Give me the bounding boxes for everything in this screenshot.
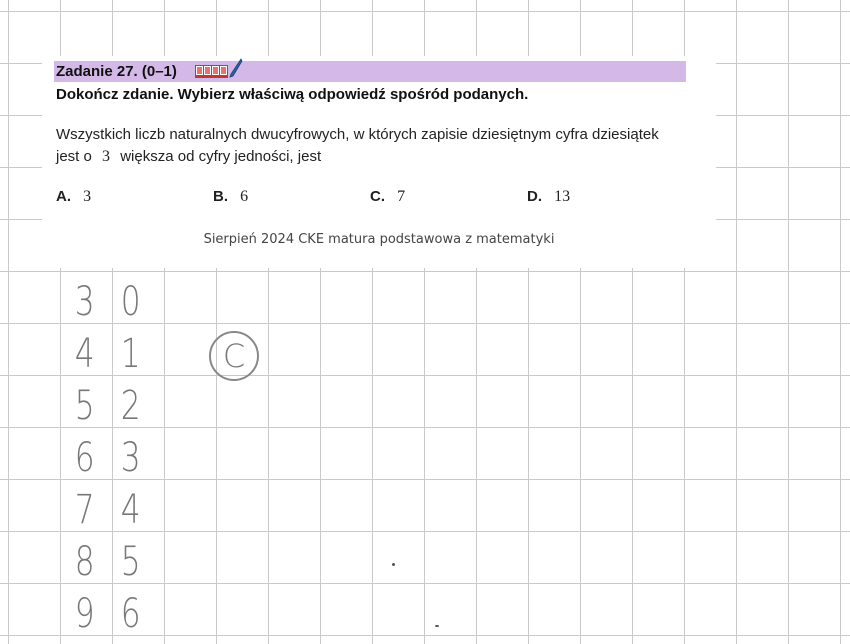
question-number: 3 — [102, 148, 111, 165]
handwritten-tens-digit: 7 — [74, 487, 95, 533]
answer-value: 7 — [397, 188, 406, 205]
answer-option-c[interactable] — [370, 188, 405, 206]
pen-mark-dot — [392, 563, 395, 566]
handwritten-tens-digit: 9 — [74, 591, 95, 637]
answer-value: 3 — [83, 188, 92, 205]
handwritten-tens-digit: 3 — [74, 279, 95, 325]
handwritten-tens-digit: 4 — [74, 331, 95, 377]
answer-letter: D. — [527, 188, 542, 205]
answer-letter: B. — [213, 188, 228, 205]
question-line-1: Wszystkich liczb naturalnych dwucyfrowych, w których zapisie dziesiętnym cyfra dziesiątek — [56, 126, 659, 143]
handwritten-units-digit: 6 — [120, 591, 141, 637]
answer-letter: A. — [56, 188, 71, 205]
handwritten-units-digit: 3 — [120, 435, 141, 481]
handwritten-tens-digit: 5 — [74, 383, 95, 429]
handwritten-tens-digit: 8 — [74, 539, 95, 585]
exam-task-card — [42, 56, 716, 268]
answer-option-d[interactable] — [527, 188, 570, 206]
answer-value: 13 — [554, 188, 571, 205]
handwritten-units-digit: 4 — [120, 487, 141, 533]
score-boxes-icon — [195, 65, 228, 78]
answer-option-a[interactable] — [56, 188, 91, 206]
answer-option-b[interactable] — [213, 188, 248, 206]
handwritten-units-digit: 5 — [120, 539, 141, 585]
pen-icon — [229, 58, 243, 78]
task-title: Zadanie 27. (0–1) — [56, 63, 177, 80]
circled-answer-letter: C — [222, 337, 246, 375]
question-line-2-end: większa od cyfry jedności, jest — [120, 148, 322, 165]
question-line-2-start: jest o — [56, 148, 92, 165]
handwritten-units-digit: 2 — [120, 383, 141, 429]
answer-letter: C. — [370, 188, 385, 205]
question-line-2 — [56, 146, 696, 168]
handwritten-units-digit: 0 — [120, 279, 141, 325]
handwritten-tens-digit: 6 — [74, 435, 95, 481]
answer-value: 6 — [240, 188, 249, 205]
pen-mark-dot — [435, 625, 439, 627]
task-instruction: Dokończ zdanie. Wybierz właściwą odpowiedź spośród podanych. — [56, 86, 529, 103]
circled-answer — [209, 331, 259, 381]
source-caption: Sierpień 2024 CKE matura podstawowa z matematyki — [203, 232, 555, 247]
question-text — [56, 124, 696, 168]
task-header — [54, 61, 686, 82]
handwritten-units-digit: 1 — [120, 331, 141, 377]
